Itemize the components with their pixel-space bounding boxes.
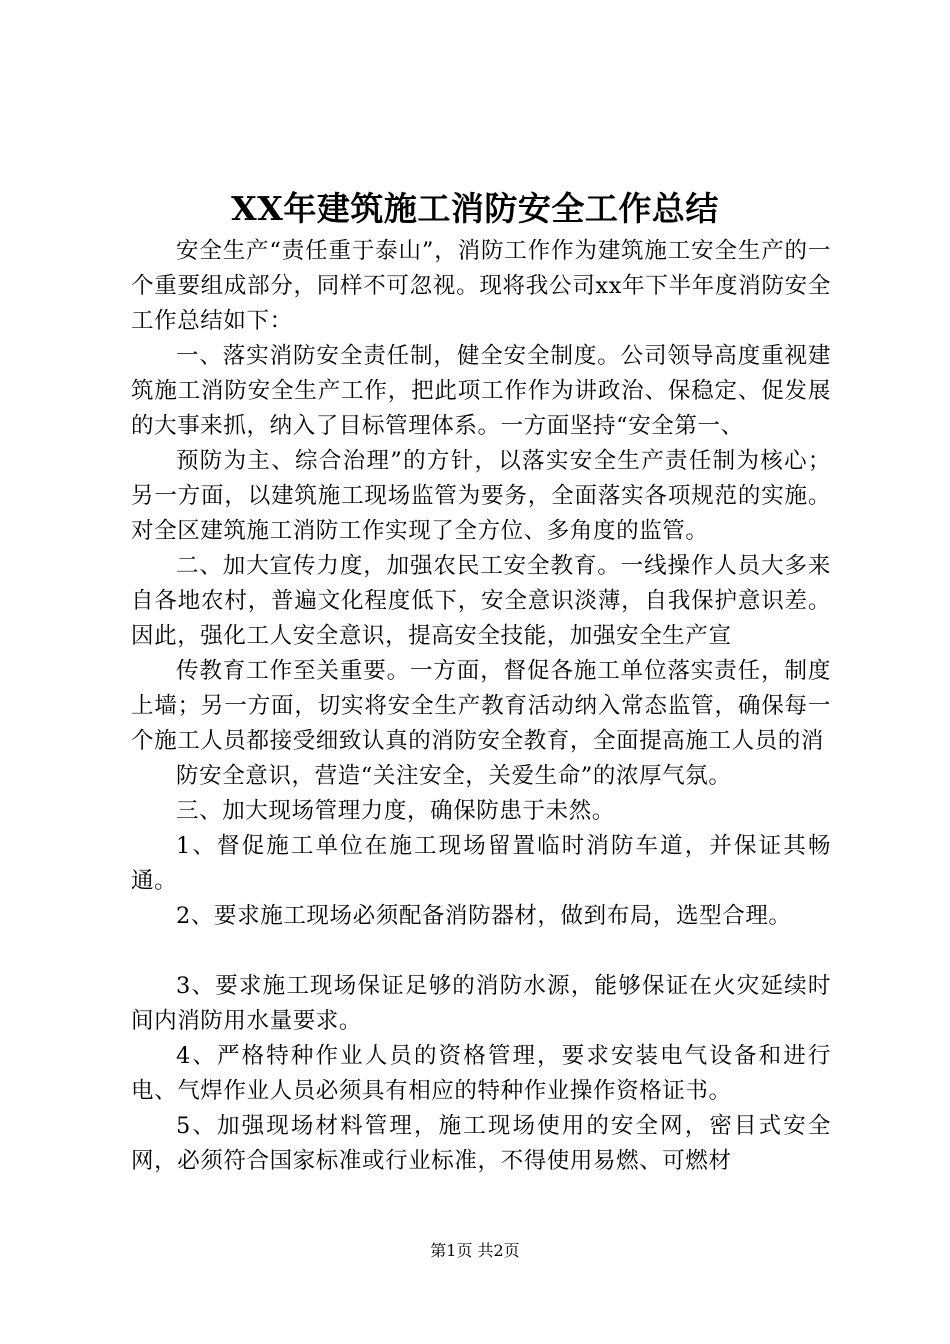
paragraph-item-2: 2、要求施工现场必须配备消防器材，做到布局，选型合理。 <box>176 903 792 929</box>
paragraph-section-3-heading: 三、加大现场管理力度，确保防患于未然。 <box>176 798 615 824</box>
document-body <box>131 234 831 1179</box>
page-number-footer: 第1页 共2页 <box>430 1241 520 1260</box>
paragraph-item-1: 1、督促施工单位在施工现场留置临时消防车道，并保证其畅通。 <box>131 833 831 894</box>
paragraph-section-1-part-2: 预防为主、综合治理”的方针，以落实安全生产责任制为核心；另一方面，以建筑施工现场监管为要务，全面落实各项规范的实施。对全区建筑施工消防工作实现了全方位、多角度的监管。 <box>131 448 831 544</box>
paragraph-section-2-part-1: 二、加大宣传力度，加强农民工安全教育。一线操作人员大多来自各地农村，普遍文化程度低下，安全意识淡薄，自我保护意识差。因此，强化工人安全意识，提高安全技能，加强安全生产宣 <box>131 553 831 649</box>
paragraph-item-3: 3、要求施工现场保证足够的消防水源，能够保证在火灾延续时间内消防用水量要求。 <box>131 973 831 1034</box>
blank-line <box>131 934 831 969</box>
paragraph-item-5: 5、加强现场材料管理，施工现场使用的安全网，密目式安全网，必须符合国家标准或行业标准，不得使用易燃、可燃材 <box>131 1113 831 1174</box>
paragraph-intro: 安全生产“责任重于泰山”，消防工作作为建筑施工安全生产的一个重要组成部分，同样不可忽视。现将我公司xx年下半年度消防安全工作总结如下： <box>131 238 831 334</box>
document-title: XX年建筑施工消防安全工作总结 <box>231 189 719 228</box>
paragraph-section-1-part-1: 一、落实消防安全责任制，健全安全制度。公司领导高度重视建筑施工消防安全生产工作，把此项工作作为讲政治、保稳定、促发展的大事来抓，纳入了目标管理体系。一方面坚持“安全第一、 <box>131 343 831 439</box>
paragraph-section-2-part-3: 防安全意识，营造“关注安全，关爱生命”的浓厚气氛。 <box>176 763 732 789</box>
paragraph-item-4: 4、严格特种作业人员的资格管理，要求安装电气设备和进行电、气焊作业人员必须具有相应的特种作业操作资格证书。 <box>131 1043 831 1104</box>
paragraph-section-2-part-2: 传教育工作至关重要。一方面，督促各施工单位落实责任，制度上墙；另一方面，切实将安全生产教育活动纳入常态监管，确保每一个施工人员都接受细致认真的消防安全教育，全面提高施工人员的消 <box>131 658 831 754</box>
